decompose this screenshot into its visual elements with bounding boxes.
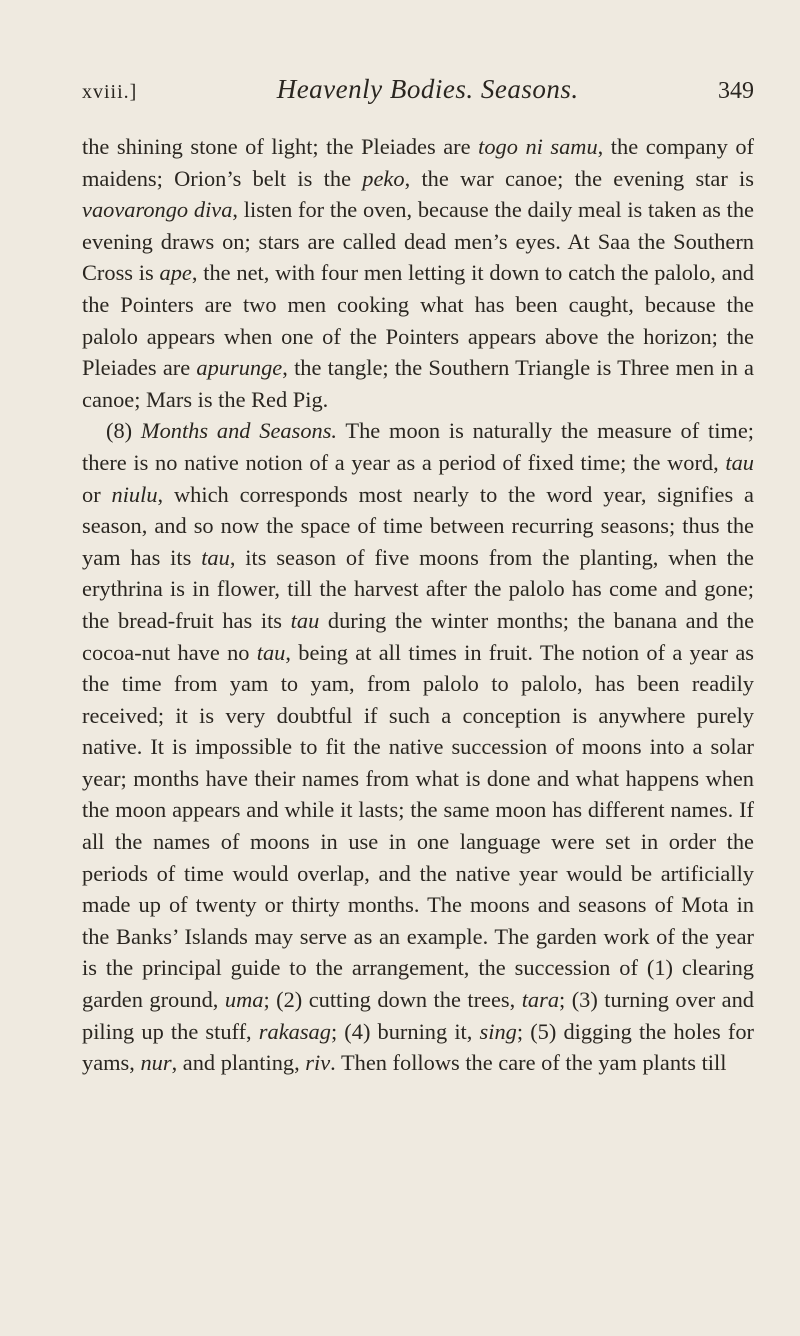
text-run: . Then follows the care of the yam plants till [330, 1050, 727, 1076]
text-run: ; (5) digging the holes for yams, [82, 1018, 754, 1076]
italic-term: tau [201, 544, 230, 570]
italic-term: tara [521, 987, 560, 1013]
text-run: the shining stone of light; the Pleiades are [82, 134, 479, 159]
text-run: (8) [106, 418, 141, 444]
italic-term: tau [290, 607, 320, 633]
text-run: during the winter months; the banana and the cocoa-nut have no [82, 607, 755, 665]
text-run: , the company of maidens; Orion’s belt is the [82, 134, 754, 191]
text-run: ; (3) turning over and piling up the stuff, [82, 987, 754, 1044]
text-run: , the tangle; the Southern Triangle is Three men in a canoe; Mars is the Red Pig. [82, 355, 754, 412]
italic-term: sing [479, 1018, 517, 1044]
text-run: , which corresponds most nearly to the word year, signifies a season, and so now the space of time between recurring seasons; thus the yam has its [82, 481, 754, 570]
text-run: ; (2) cutting down the trees, [263, 987, 522, 1013]
body-text [82, 131, 754, 1079]
italic-term: uma [224, 987, 264, 1013]
italic-term: nur [140, 1050, 172, 1076]
italic-term: ape [159, 260, 192, 286]
italic-term: rakasag [258, 1018, 331, 1044]
chapter-number: xviii.] [82, 81, 138, 103]
italic-term: tau [256, 639, 286, 665]
text-run: ; (4) burning it, [330, 1018, 480, 1044]
text-run: , being at all times in fruit. The notion of a year as the time from yam to yam, from palolo to palolo, has been readily received; it is very doubtful if such a conception is anywhere purely native. It is impossible to fit the native succession of moons into a solar year; months have their names from what is done and what happens when the moon appears and while it lasts; the same moon has different names. If all the names of moons in use in one language were set in order the periods of time would overlap, and the native year would be artificially made up of twenty or thirty months. The moons and seasons of Mota in the Banks’ Islands may serve as an example. The garden work of the year is the principal guide to the arrangement, the succession of (1) clearing garden ground, [82, 639, 754, 1013]
italic-term: niulu [111, 481, 158, 507]
paragraph [82, 131, 754, 415]
text-run: , the net, with four men letting it down to catch the palolo, and the Pointers are two men cooking what has been caught, because the palolo appears when one of the Pointers appears above the horizon; the Pleiades are [82, 260, 754, 381]
text-run: , its season of five moons from the planting, when the erythrina is in flower, till the harvest after the palolo has come and gone; the bread-fruit has its [82, 544, 754, 633]
italic-term: vaovarongo diva [82, 197, 233, 223]
text-run: The moon is naturally the measure of time; there is no native notion of a year as a period of fixed time; the word, [82, 418, 754, 475]
text-run: , the war canoe; the evening star is [404, 165, 754, 191]
italic-term: togo ni samu [478, 134, 598, 159]
italic-term: apurunge [196, 355, 283, 381]
paragraph [82, 415, 754, 1078]
italic-term: Months and Seasons. [140, 418, 338, 444]
italic-term: peko [362, 165, 405, 191]
italic-term: riv [305, 1050, 331, 1076]
page-number: 349 [717, 78, 754, 104]
running-header [82, 74, 754, 105]
text-run: , and planting, [171, 1050, 306, 1076]
text-run: or [82, 481, 112, 507]
text-run: , listen for the oven, because the daily meal is taken as the evening draws on; stars are called dead men’s eyes. At Saa the Southern Cross is [82, 197, 754, 286]
italic-term: tau [725, 449, 754, 475]
running-title: Heavenly Bodies. Seasons. [276, 74, 579, 104]
